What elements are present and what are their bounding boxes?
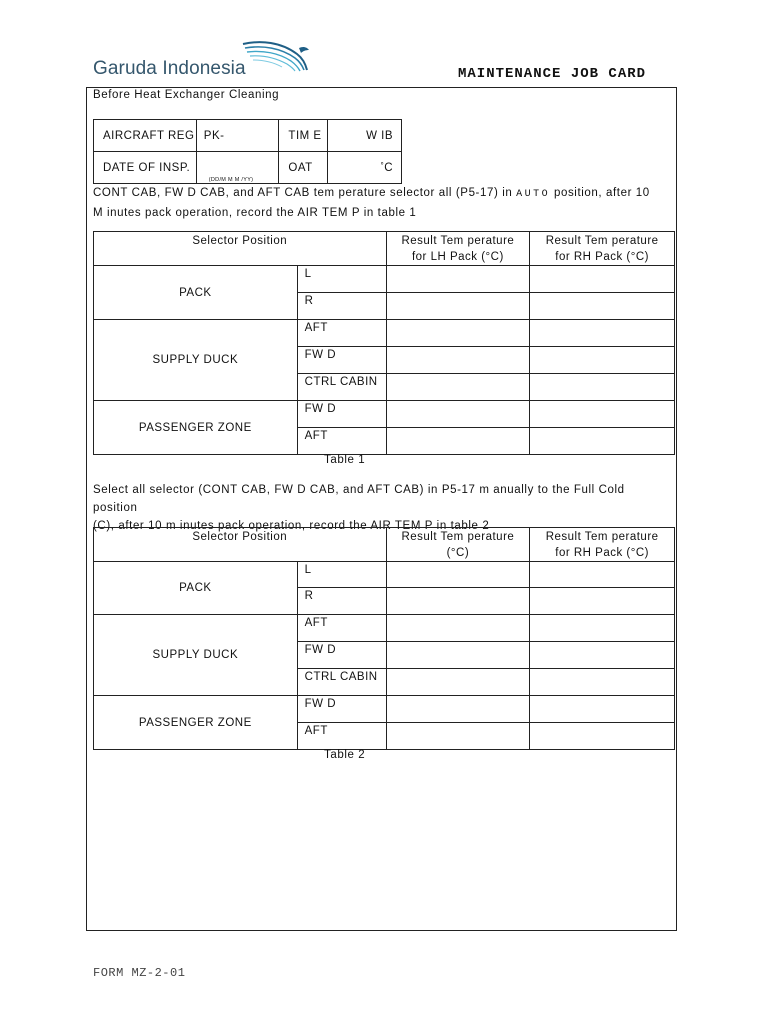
- group-supply-duck: SUPPLY DUCK: [94, 320, 298, 401]
- inspection-info-table: [93, 119, 402, 184]
- aircraft-reg-label: AIRCRAFT REG: [94, 120, 197, 152]
- result-cell[interactable]: [530, 320, 675, 347]
- instruction-1-text-b: position, after 10: [550, 187, 650, 199]
- row-label: AFT: [297, 723, 386, 750]
- result-cell[interactable]: [530, 374, 675, 401]
- result-cell[interactable]: [386, 347, 530, 374]
- oat-unit: C: [384, 162, 393, 174]
- row-label: AFT: [297, 615, 386, 642]
- result-cell[interactable]: [530, 562, 675, 588]
- instruction-1-text-a: CONT CAB, FW D CAB, and AFT CAB tem perature selector all (P5-17) in: [93, 187, 517, 199]
- rh-header-line-2: for RH Pack (°C): [555, 251, 649, 263]
- row-label: R: [297, 588, 386, 615]
- time-label: TIM E: [279, 120, 328, 152]
- row-label: CTRL CABIN: [297, 374, 386, 401]
- oat-label: OAT: [279, 152, 328, 184]
- result-cell[interactable]: [530, 615, 675, 642]
- result-cell[interactable]: [386, 615, 530, 642]
- group-passenger-zone: PASSENGER ZONE: [94, 696, 298, 750]
- result-cell[interactable]: [386, 401, 530, 428]
- row-label: L: [297, 562, 386, 588]
- result-cell[interactable]: [386, 266, 530, 293]
- row-label: FW D: [297, 401, 386, 428]
- row-label: AFT: [297, 320, 386, 347]
- lh-pack-header: [386, 232, 530, 266]
- temperature-header: [386, 528, 530, 562]
- time-field[interactable]: W IB: [328, 120, 402, 152]
- form-number: FORM MZ-2-01: [93, 966, 186, 980]
- instruction-1-line-1: [93, 184, 663, 204]
- instruction-1: [93, 184, 663, 222]
- row-label: R: [297, 293, 386, 320]
- result-cell[interactable]: [386, 696, 530, 723]
- lh-header-line-1: Result Tem perature: [401, 235, 515, 247]
- group-pack: PACK: [94, 562, 298, 615]
- result-cell[interactable]: [530, 428, 675, 455]
- job-card-subtitle: Before Heat Exchanger Cleaning: [93, 89, 280, 101]
- result-cell[interactable]: [386, 642, 530, 669]
- result-cell[interactable]: [530, 266, 675, 293]
- result-cell[interactable]: [386, 562, 530, 588]
- lh-header-line-2: for LH Pack (°C): [411, 251, 504, 263]
- result-cell[interactable]: [386, 669, 530, 696]
- row-label: L: [297, 266, 386, 293]
- rh-header-line-1: Result Tem perature: [545, 531, 659, 543]
- temp-header-line-2: (°C): [446, 547, 470, 559]
- table-2-caption: Table 2: [324, 749, 366, 761]
- garuda-logo: [93, 40, 313, 86]
- result-cell[interactable]: [530, 293, 675, 320]
- table-1-caption: Table 1: [324, 454, 366, 466]
- logo-wordmark: Garuda Indonesia: [93, 58, 246, 79]
- result-cell[interactable]: [530, 723, 675, 750]
- rh-pack-header: [530, 232, 675, 266]
- result-cell[interactable]: [386, 723, 530, 750]
- result-cell[interactable]: [386, 588, 530, 615]
- row-label: CTRL CABIN: [297, 669, 386, 696]
- row-label: FW D: [297, 642, 386, 669]
- result-cell[interactable]: [386, 320, 530, 347]
- instruction-1-line-2: M inutes pack operation, record the AIR TEM P in table 1: [93, 207, 417, 219]
- result-cell[interactable]: [530, 642, 675, 669]
- row-label: AFT: [297, 428, 386, 455]
- result-cell[interactable]: [386, 374, 530, 401]
- row-label: FW D: [297, 347, 386, 374]
- result-table-2: [93, 527, 675, 750]
- result-cell[interactable]: [386, 428, 530, 455]
- result-cell[interactable]: [530, 669, 675, 696]
- instruction-2-line-1: Select all selector (CONT CAB, FW D CAB, and AFT CAB) in P5-17 m anually to the Full Cold position: [93, 484, 625, 514]
- temp-header-line-1: Result Tem perature: [401, 531, 515, 543]
- rh-header-line-2: for RH Pack (°C): [555, 547, 649, 559]
- rh-pack-header: [530, 528, 675, 562]
- result-cell[interactable]: [386, 293, 530, 320]
- auto-position-text: AUTO: [516, 189, 551, 200]
- garuda-bird-icon: [241, 40, 311, 74]
- group-passenger-zone: PASSENGER ZONE: [94, 401, 298, 455]
- group-supply-duck: SUPPLY DUCK: [94, 615, 298, 696]
- result-cell[interactable]: [530, 588, 675, 615]
- result-cell[interactable]: [530, 401, 675, 428]
- job-card-title: MAINTENANCE JOB CARD: [458, 66, 647, 82]
- date-format-hint: (DD/M M M /YY): [208, 177, 254, 183]
- aircraft-reg-field[interactable]: PK-: [196, 120, 279, 152]
- instruction-2-line-2: (C), after 10 m inutes pack operation, record the AIR TEM P in table 2: [93, 520, 490, 532]
- row-label: FW D: [297, 696, 386, 723]
- result-table-1: [93, 231, 675, 455]
- oat-field[interactable]: [328, 152, 402, 184]
- rh-header-line-1: Result Tem perature: [545, 235, 659, 247]
- degree-symbol: °: [380, 161, 385, 170]
- selector-position-header: Selector Position: [94, 528, 387, 562]
- date-of-insp-label: DATE OF INSP.: [94, 152, 197, 184]
- selector-position-header: Selector Position: [94, 232, 387, 266]
- result-cell[interactable]: [530, 347, 675, 374]
- date-of-insp-field[interactable]: [196, 152, 279, 184]
- result-cell[interactable]: [530, 696, 675, 723]
- group-pack: PACK: [94, 266, 298, 320]
